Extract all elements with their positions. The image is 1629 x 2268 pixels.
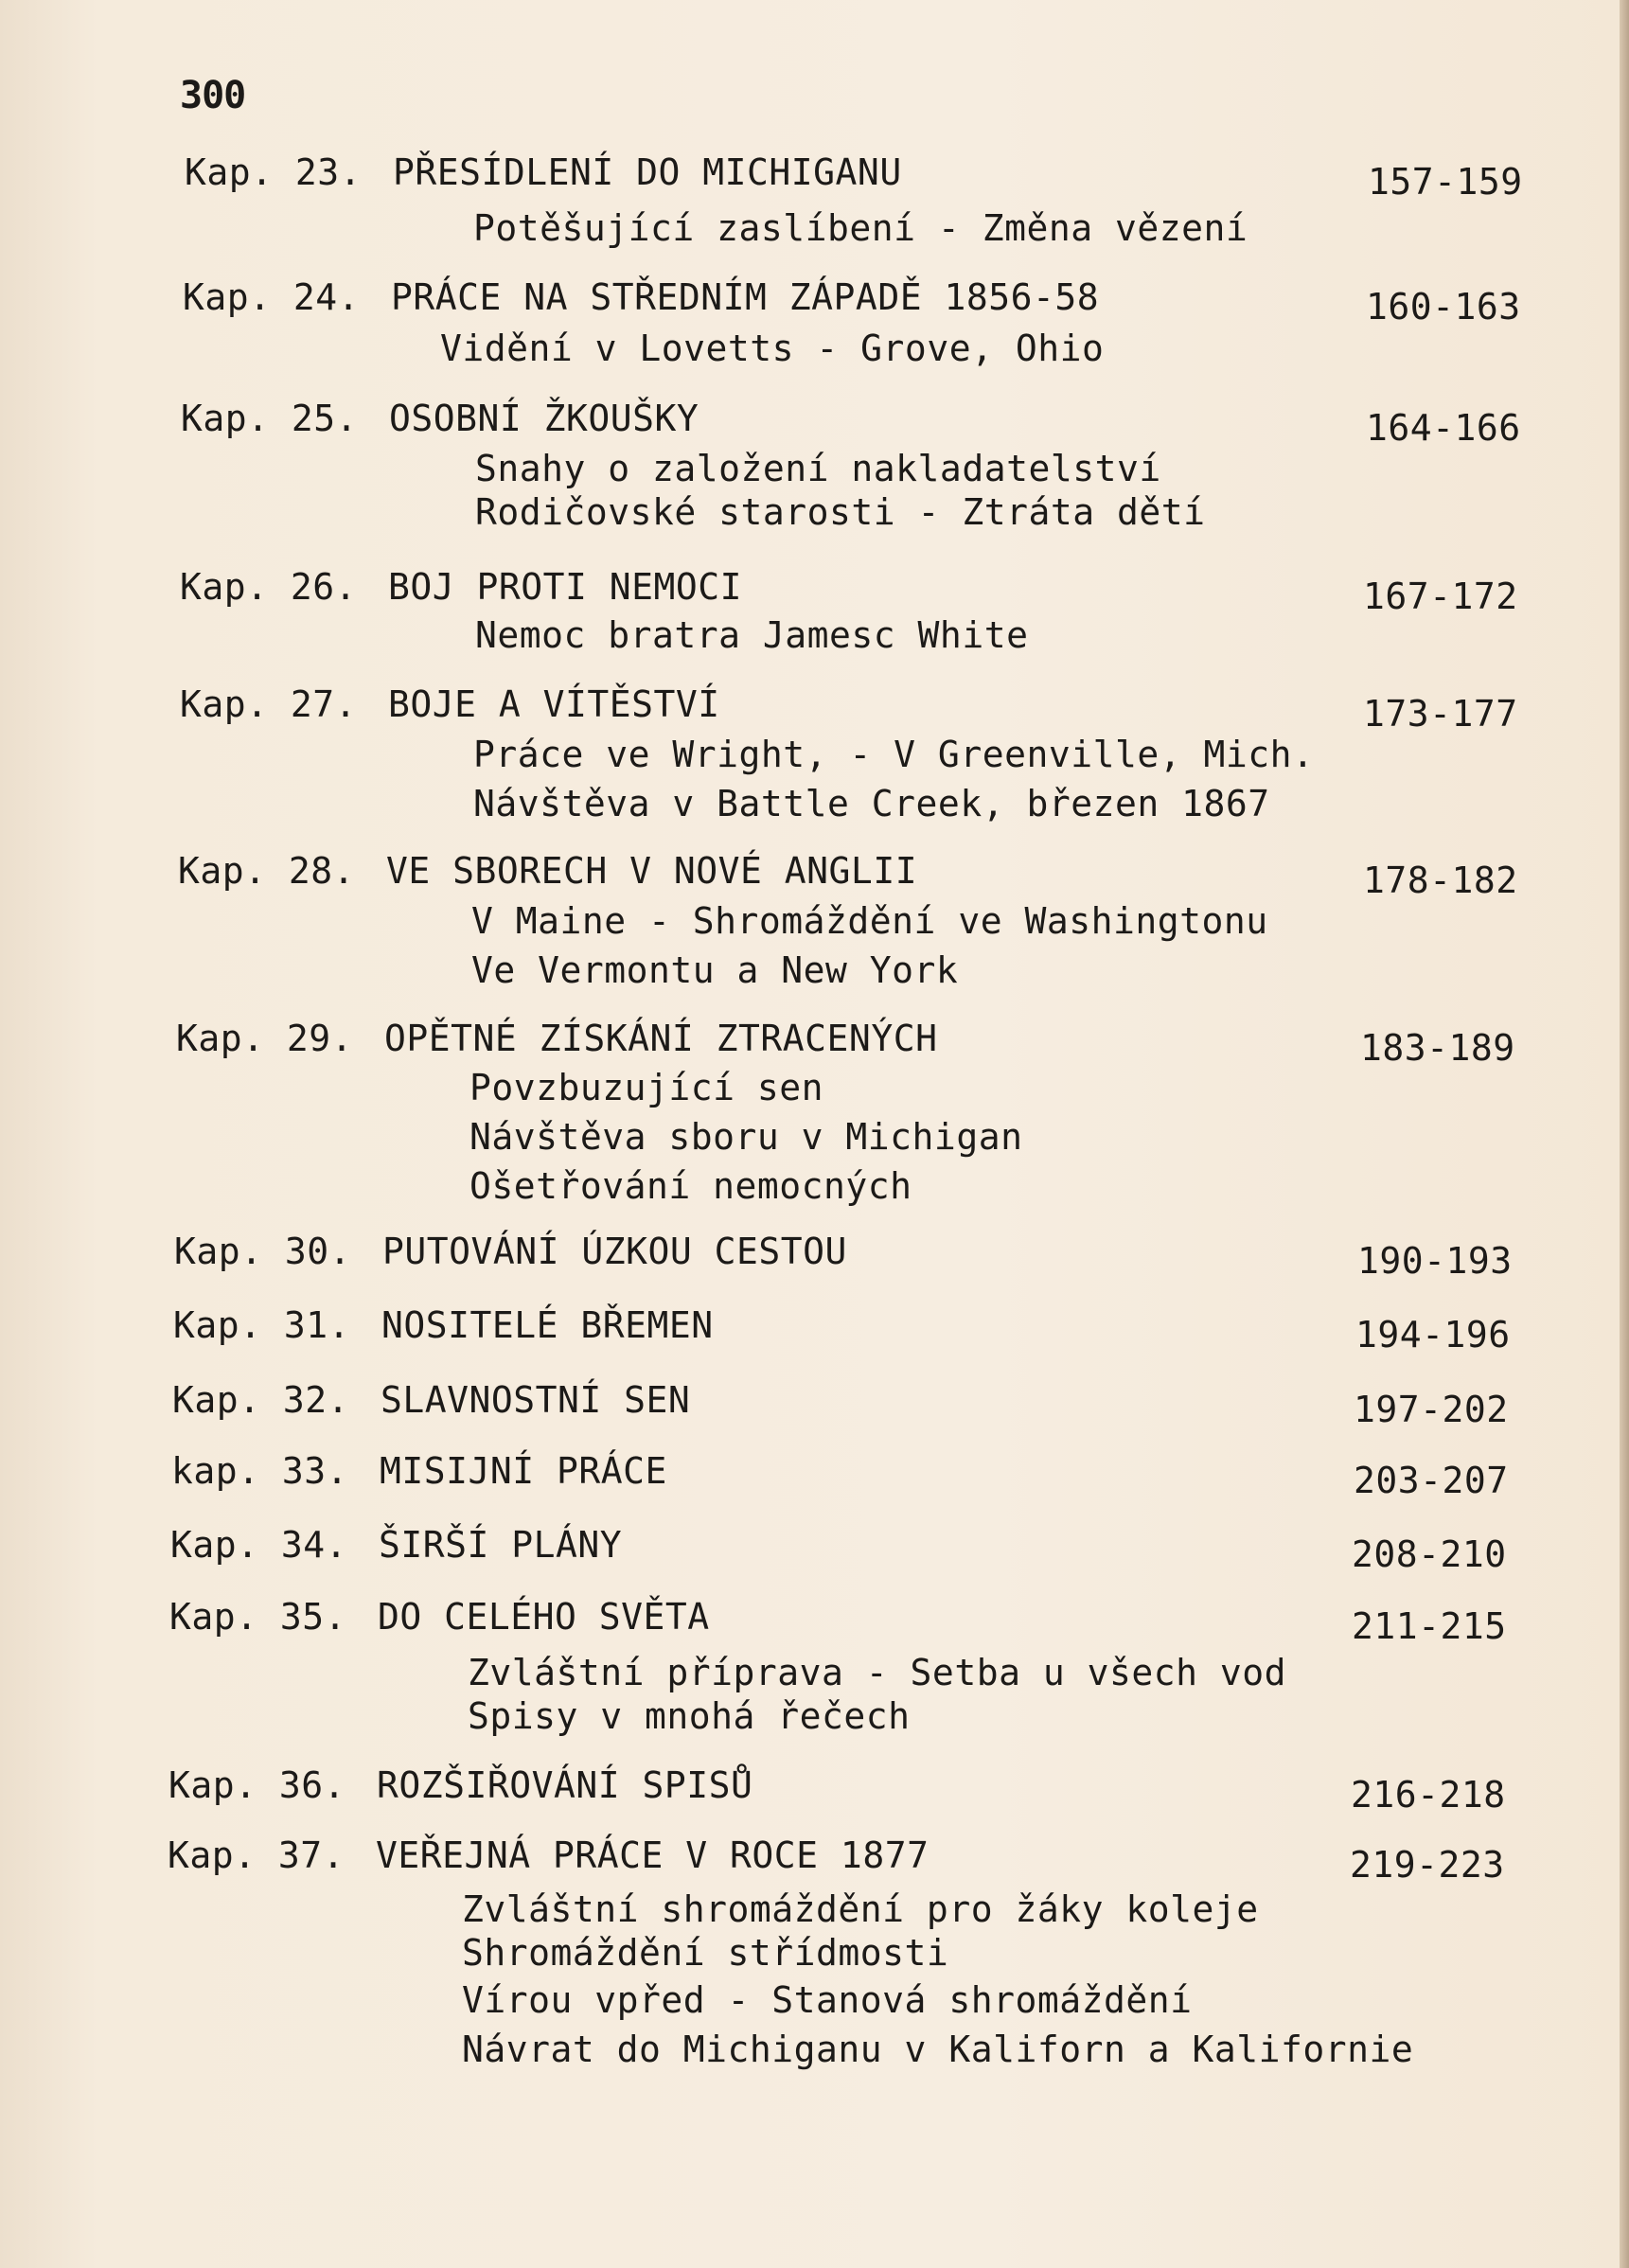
chapter-subtopic: Zvláštní shromáždění pro žáky koleje (462, 1888, 1259, 1930)
chapter-subtopic: Spisy v mnohá řečech (468, 1695, 911, 1737)
chapter-title: VE SBORECH V NOVÉ ANGLII (386, 850, 918, 892)
chapter-number: Kap. 25. (181, 398, 359, 439)
chapter-pages: 219-223 (1350, 1844, 1505, 1886)
chapter-number: Kap. 30. (174, 1231, 352, 1272)
chapter-subtopic: Práce ve Wright, - V Greenville, Mich. (473, 734, 1315, 775)
chapter-title: DO CELÉHO SVĚTA (378, 1596, 710, 1638)
chapter-pages: 203-207 (1354, 1460, 1509, 1501)
chapter-title: BOJE A VÍTĚSTVÍ (388, 683, 720, 725)
chapter-subtopic: Rodičovské starosti - Ztráta dětí (475, 491, 1206, 533)
chapter-pages: 164-166 (1366, 407, 1521, 449)
chapter-number: Kap. 24. (183, 276, 361, 318)
chapter-subtopic: Nemoc bratra Jamesc White (475, 614, 1029, 656)
chapter-subtopic: Návštěva v Battle Creek, březen 1867 (473, 783, 1270, 824)
chapter-subtopic: Návštěva sboru v Michigan (469, 1116, 1023, 1158)
chapter-title: OPĚTNÉ ZÍSKÁNÍ ZTRACENÝCH (384, 1018, 938, 1059)
chapter-pages: 160-163 (1366, 286, 1521, 328)
chapter-subtopic: Povzbuzující sen (469, 1067, 824, 1108)
chapter-subtopic: Shromáždění střídmosti (462, 1932, 949, 1974)
chapter-number: Kap. 32. (172, 1379, 350, 1421)
chapter-title: VEŘEJNÁ PRÁCE V ROCE 1877 (376, 1834, 930, 1876)
chapter-subtopic: Ošetřování nemocných (469, 1165, 912, 1207)
chapter-number: Kap. 27. (180, 683, 358, 725)
chapter-subtopic: Vidění v Lovetts - Grove, Ohio (440, 328, 1105, 369)
chapter-title: MISIJNÍ PRÁCE (380, 1450, 667, 1492)
chapter-subtopic: Návrat do Michiganu v Kaliforn a Kalifornie (462, 2029, 1414, 2070)
chapter-subtopic: Zvláštní příprava - Setba u všech vod (468, 1652, 1286, 1693)
chapter-number: Kap. 29. (176, 1018, 354, 1059)
chapter-title: BOJ PROTI NEMOCI (388, 566, 743, 608)
chapter-pages: 194-196 (1355, 1314, 1511, 1355)
chapter-pages: 216-218 (1351, 1774, 1506, 1816)
chapter-number: kap. 33. (171, 1450, 349, 1492)
chapter-pages: 190-193 (1357, 1240, 1513, 1282)
chapter-subtopic: Potěšující zaslíbení - Změna vězení (473, 207, 1248, 249)
chapter-pages: 167-172 (1363, 576, 1518, 617)
chapter-subtopic: V Maine - Shromáždění ve Washingtonu (471, 900, 1268, 942)
chapter-title: PRÁCE NA STŘEDNÍM ZÁPADĚ 1856-58 (391, 276, 1100, 318)
chapter-number: Kap. 23. (185, 151, 363, 193)
chapter-title: SLAVNOSTNÍ SEN (381, 1379, 691, 1421)
chapter-number: Kap. 26. (180, 566, 358, 608)
chapter-number: Kap. 35. (169, 1596, 347, 1638)
chapter-subtopic: Ve Vermontu a New York (471, 949, 959, 991)
chapter-subtopic: Vírou vpřed - Stanová shromáždění (462, 1979, 1193, 2021)
chapter-subtopic: Snahy o založení nakladatelství (475, 448, 1161, 489)
chapter-title: ŠIRŠÍ PLÁNY (379, 1524, 623, 1566)
chapter-pages: 211-215 (1352, 1605, 1507, 1647)
chapter-number: Kap. 37. (168, 1834, 345, 1876)
chapter-pages: 178-182 (1363, 859, 1518, 901)
chapter-number: Kap. 31. (173, 1304, 351, 1346)
chapter-title: PUTOVÁNÍ ÚZKOU CESTOU (382, 1231, 847, 1272)
chapter-pages: 197-202 (1354, 1389, 1509, 1430)
chapter-pages: 173-177 (1363, 693, 1518, 735)
chapter-pages: 157-159 (1368, 161, 1523, 203)
page-number: 300 (180, 74, 246, 117)
chapter-title: NOSITELÉ BŘEMEN (381, 1304, 714, 1346)
chapter-pages: 183-189 (1360, 1027, 1515, 1069)
chapter-title: PŘESÍDLENÍ DO MICHIGANU (393, 151, 902, 193)
chapter-number: Kap. 28. (178, 850, 356, 892)
chapter-number: Kap. 36. (168, 1764, 346, 1806)
chapter-title: OSOBNÍ ŽKOUŠKY (389, 398, 699, 439)
chapter-number: Kap. 34. (170, 1524, 348, 1566)
chapter-pages: 208-210 (1352, 1533, 1507, 1575)
chapter-title: ROZŠIŘOVÁNÍ SPISŮ (377, 1764, 753, 1806)
